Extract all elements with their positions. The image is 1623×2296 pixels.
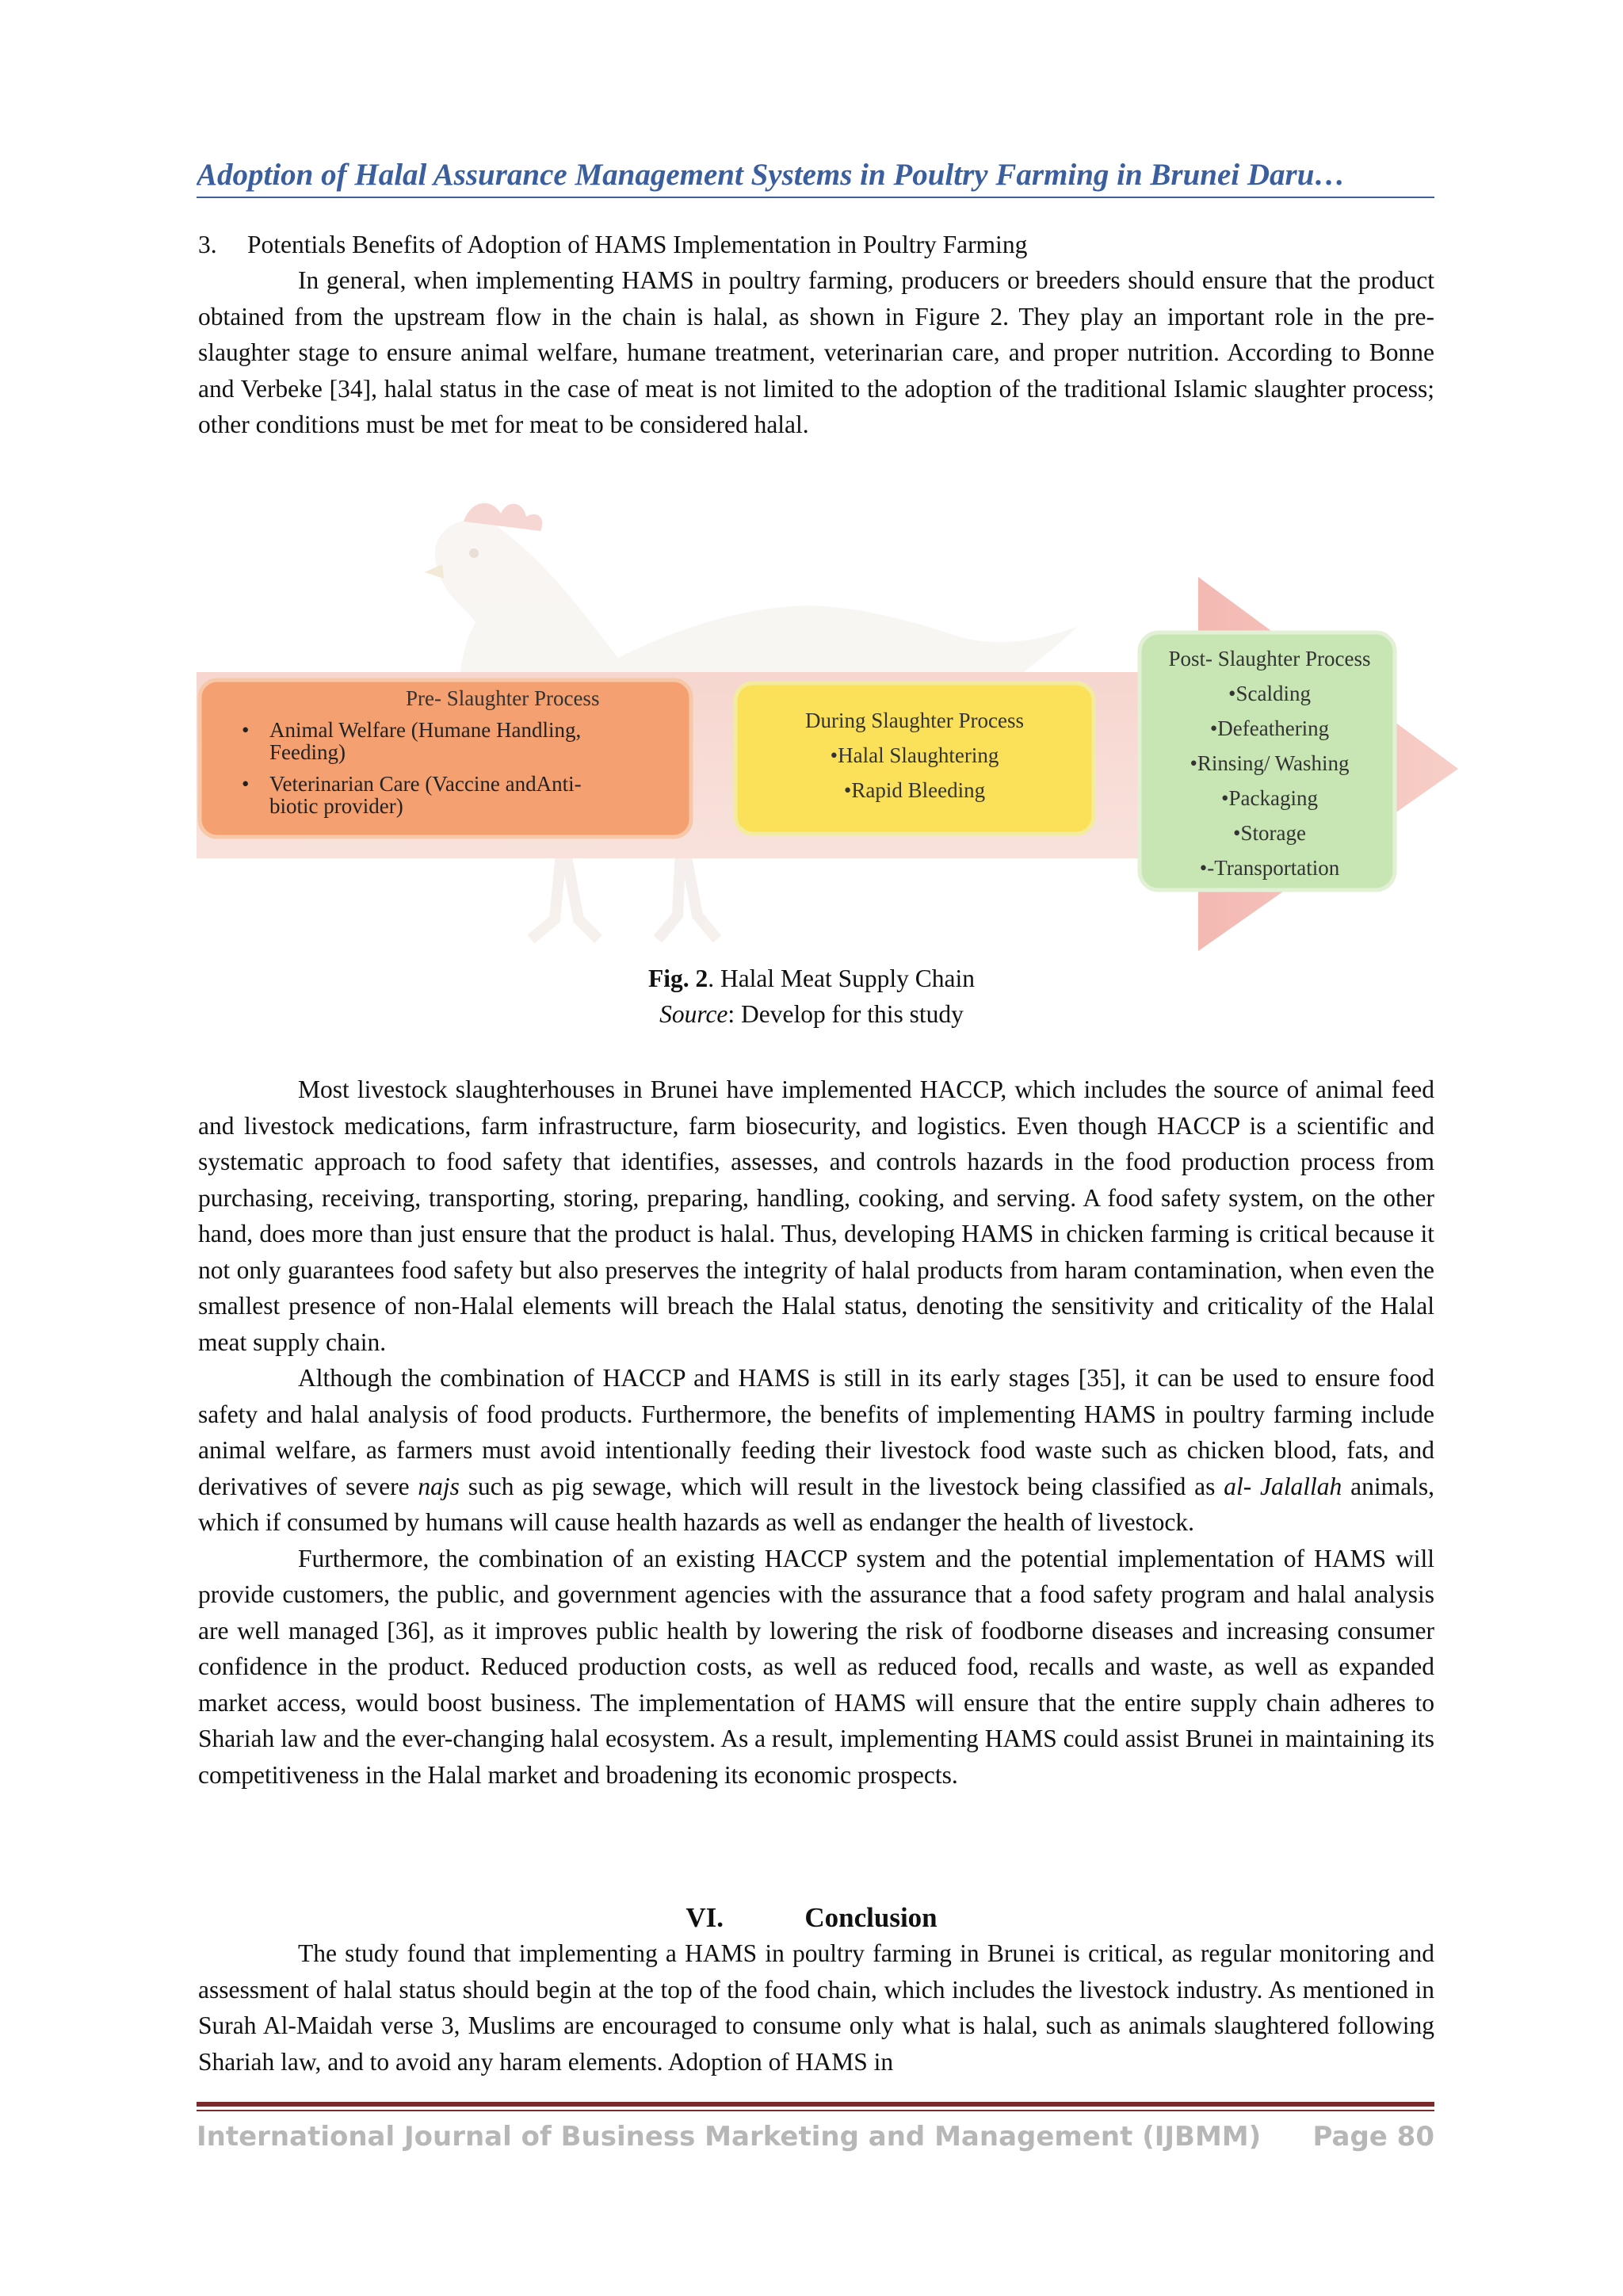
title-rule <box>197 197 1434 198</box>
section-3-body <box>198 262 1434 443</box>
paragraph: The study found that implementing a HAMS in poultry farming in Brunei is critical, as regular monitoring and assessment of halal status should begin at the top of the food chain, which includes the livestock industry. As mentioned in Surah Al-Maidah verse 3, Muslims are encouraged to consume only what is halal, such as animals slaughtered following Shariah law, and to avoid any haram elements. Adoption of HAMS in <box>198 1939 1434 2076</box>
paragraph: In general, when implementing HAMS in poultry farming, producers or breeders should ensure that the product obtained from the upstream flow in the chain is halal, as shown in Figure 2. They play an important role in the pre-slaughter stage to ensure animal welfare, humane treatment, veterinarian care, and proper nutrition. According to Bonne and Verbeke [34], halal status in the case of meat is not limited to the adoption of the traditional Islamic slaughter process; other conditions must be met for meat to be considered halal. <box>198 266 1434 438</box>
paragraph: Although the combination of HACCP and HAMS is still in its early stages [35], it can be used to ensure food safety and halal analysis of food products. Furthermore, the benefits of implementing HAMS in poultry farming include animal welfare, as farmers must avoid intentionally feeding their livestock food waste such as chicken blood, fats, and derivatives of severe najs such as pig sewage, which will result in the livestock being classified as al- Jalallah animals, which if consumed by humans will cause health hazards as well as endanger the health of livestock. <box>198 1364 1434 1536</box>
section-title: Potentials Benefits of Adoption of HAMS Implementation in Poultry Farming <box>247 231 1028 258</box>
pre-item-1a: Animal Welfare (Humane Handling, <box>269 718 582 742</box>
caption-label: Fig. 2 <box>647 965 708 992</box>
post-item-2: •Defeathering <box>1209 716 1330 740</box>
conclusion-heading <box>0 1901 1623 1935</box>
during-slaughter-box <box>735 683 1094 834</box>
footer-rule <box>197 2102 1434 2107</box>
during-item-1: •Halal Slaughtering <box>830 743 999 767</box>
pre-title: Pre- Slaughter Process <box>406 686 600 710</box>
pre-slaughter-box <box>200 680 691 837</box>
running-title: Adoption of Halal Assurance Management Systems in Poultry Farming in Brunei Daru… <box>197 158 1346 192</box>
section-3-heading <box>198 227 1027 262</box>
during-item-2: •Rapid Bleeding <box>843 778 986 802</box>
page-number: Page 80 <box>1312 2121 1434 2153</box>
figure-2 <box>190 476 1466 951</box>
post-title: Post- Slaughter Process <box>1168 647 1371 670</box>
source-label: Source <box>659 1000 728 1028</box>
conclusion-title: Conclusion <box>804 1902 938 1933</box>
caption-text: . Halal Meat Supply Chain <box>708 965 976 992</box>
post-item-6: •-Transportation <box>1199 856 1340 880</box>
journal-name: International Journal of Business Marketing and Management (IJBMM) <box>197 2121 1262 2153</box>
svg-text:•: • <box>242 772 250 796</box>
post-item-3: •Rinsing/ Washing <box>1190 751 1350 775</box>
post-item-4: •Packaging <box>1221 786 1318 810</box>
paragraph: Most livestock slaughterhouses in Brunei have implemented HACCP, which includes the source of animal feed and livestock medications, farm infrastructure, farm biosecurity, and logistics. Even though HACCP is a scientific and systematic approach to food safety that identifies, assesses, and controls hazards in the food production process from purchasing, receiving, transporting, storing, preparing, handling, cooking, and serving. A food safety system, on the other hand, does more than just ensure that the product is halal. Thus, developing HAMS in chicken farming is critical because it not only guarantees food safety but also preserves the integrity of halal products from haram contamination, when even the smallest presence of non-Halal elements will breach the Halal status, denoting the sensitivity and criticality of the Halal meat supply chain. <box>198 1075 1434 1356</box>
page-footer <box>197 2121 1434 2153</box>
conclusion-number: VI. <box>685 1902 724 1933</box>
figure-caption <box>0 961 1623 996</box>
paragraph: Furthermore, the combination of an existing HACCP system and the potential implementation of HAMS will provide customers, the public, and government agencies with the assurance that a food safety program and halal analysis are well managed [36], as it improves public health by lowering the risk of foodborne diseases and increasing consumer confidence in the product. Reduced production costs, as well as reduced food, recalls and waste, as well as expanded market access, would boost business. The implementation of HAMS will ensure that the entire supply chain adheres to Shariah law and the ever-changing halal ecosystem. As a result, implementing HAMS could assist Brunei in maintaining its competitiveness in the Halal market and broadening its economic prospects. <box>198 1544 1434 1789</box>
svg-text:•: • <box>242 718 250 742</box>
footer-rule-thin <box>197 2110 1434 2111</box>
pre-item-2a: Veterinarian Care (Vaccine andAnti- <box>269 772 582 796</box>
source-text: : Develop for this study <box>727 1000 964 1028</box>
post-item-1: •Scalding <box>1228 682 1311 705</box>
post-item-5: •Storage <box>1233 821 1306 845</box>
main-body <box>198 1072 1434 1793</box>
post-slaughter-box <box>1140 632 1395 890</box>
pre-item-1b: Feeding) <box>269 740 346 764</box>
section-number: 3. <box>198 231 217 258</box>
during-title: During Slaughter Process <box>805 709 1024 732</box>
conclusion-body <box>198 1935 1434 2080</box>
supply-chain-diagram <box>190 476 1466 951</box>
figure-source <box>0 996 1623 1032</box>
pre-item-2b: biotic provider) <box>269 794 403 818</box>
